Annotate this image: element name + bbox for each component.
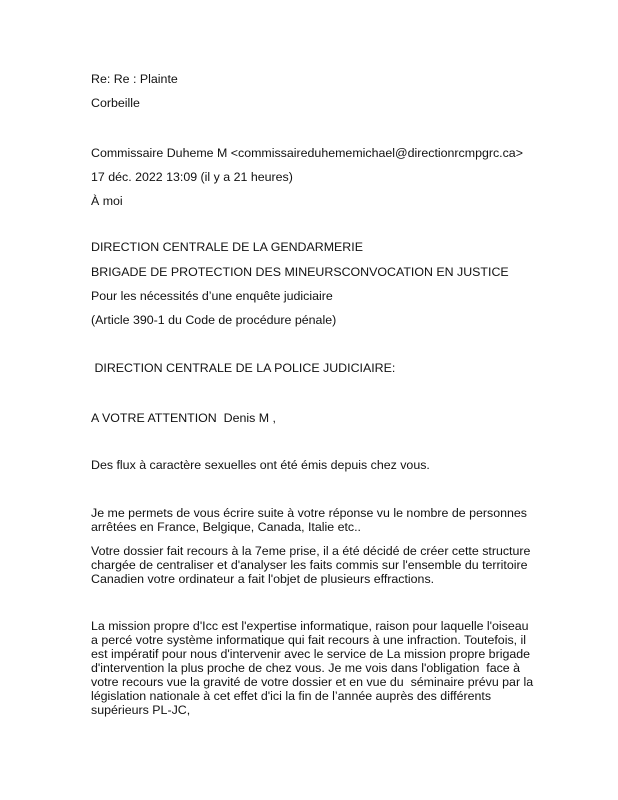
paragraph-flux: Des flux à caractère sexuelles ont été émis depuis chez vous.	[91, 458, 430, 472]
email-date: 17 déc. 2022 13:09 (il y a 21 heures)	[91, 170, 293, 184]
paragraph-3-line: Canadien votre ordinateur a fait l'objet de plusieurs effractions.	[91, 572, 435, 586]
email-subject: Re: Re : Plainte	[91, 72, 178, 86]
attention-line: A VOTRE ATTENTION Denis M ,	[91, 411, 276, 425]
paragraph-2-line: arrêtées en France, Belgique, Canada, Italie etc..	[91, 520, 361, 534]
paragraph-4-line: votre recours vue la gravité de votre dossier et en vue du séminaire prévu par la	[91, 675, 534, 689]
heading-police-judiciaire: DIRECTION CENTRALE DE LA POLICE JUDICIAIRE:	[91, 361, 396, 375]
paragraph-2-line: Je me permets de vous écrire suite à votre réponse vu le nombre de personnes	[91, 506, 527, 520]
paragraph-4-line: d'intervention la plus proche de chez vous. Je me vois dans l'obligation face à	[91, 661, 521, 675]
paragraph-4-line: législation nationale à cet effet d'ici la fin de l’année auprès des différents	[91, 689, 492, 703]
paragraph-4-line: La mission propre d'Icc est l'expertise informatique, raison pour laquelle l'oiseau	[91, 619, 529, 633]
paragraph-4-line: supérieurs PL-JC,	[91, 703, 191, 717]
email-folder: Corbeille	[91, 96, 140, 110]
paragraph-4-line: est impératif pour nous d'intervenir avec le service de La mission propre brigade	[91, 647, 531, 661]
email-sender: Commissaire Duheme M <commissaireduhememichael@directionrcmpgrc.ca>	[91, 146, 523, 160]
purpose-line: Pour les nécessités d’une enquête judiciaire	[91, 289, 333, 303]
heading-brigade: BRIGADE DE PROTECTION DES MINEURSCONVOCATION EN JUSTICE	[91, 265, 509, 279]
heading-gendarmerie: DIRECTION CENTRALE DE LA GENDARMERIE	[91, 240, 363, 254]
paragraph-3-line: chargée de centraliser et d'analyser les faits commis sur l'ensemble du territoire	[91, 558, 528, 572]
paragraph-4-line: a percé votre système informatique qui fait recours à une infraction. Toutefois, il	[91, 633, 527, 647]
email-recipient: À moi	[91, 194, 123, 208]
paragraph-3-line: Votre dossier fait recours à la 7eme prise, il a été décidé de créer cette structure	[91, 544, 531, 558]
article-line: (Article 390-1 du Code de procédure pénale)	[91, 313, 337, 327]
